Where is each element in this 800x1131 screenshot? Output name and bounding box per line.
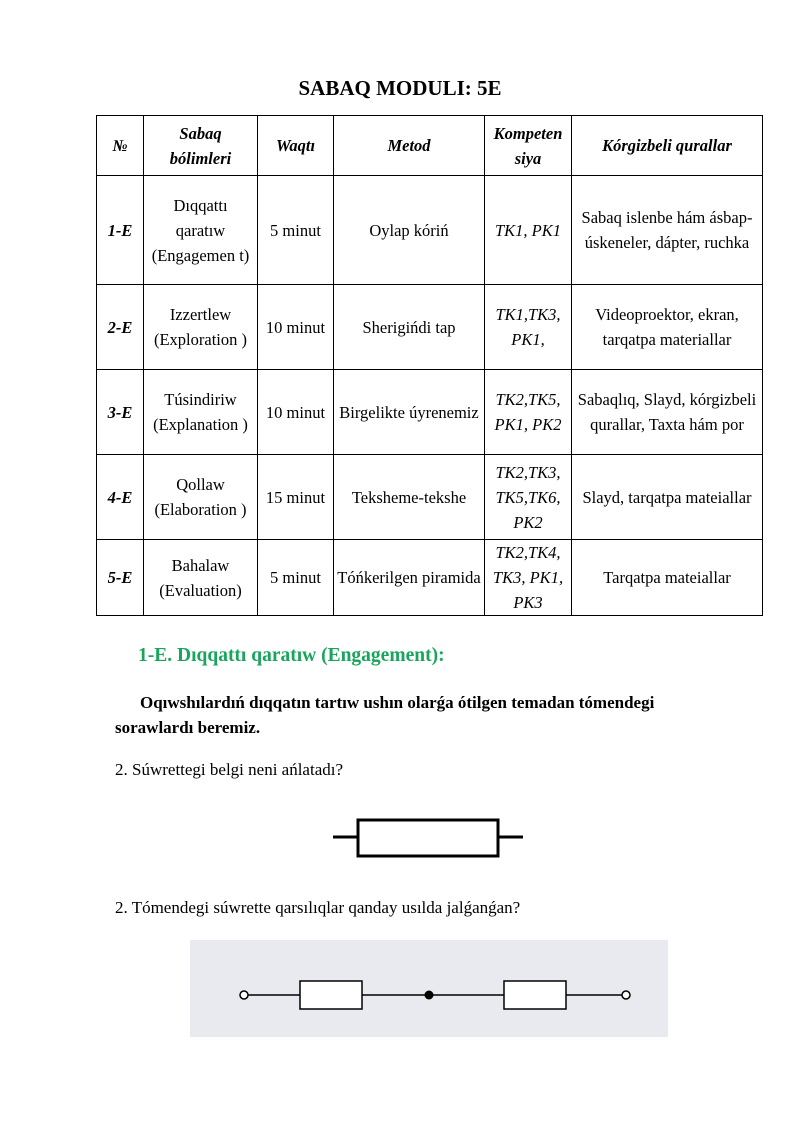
tools-cell: Slayd, tarqatpa mateiallar	[572, 455, 763, 540]
table-row	[97, 540, 763, 616]
lesson-part-cell: Dıqqattı qaratıw (Engagemen t)	[144, 176, 258, 285]
method-cell: Teksheme-tekshe	[334, 455, 485, 540]
question-2: 2. Tómendegi súwrette qarsılıqlar qanday usılda jalǵanǵan?	[115, 898, 521, 917]
competence-cell: TK1, PK1	[485, 176, 572, 285]
stage-cell: 3-E	[97, 370, 144, 455]
method-cell: Oylap kóriń	[334, 176, 485, 285]
resistor-2	[504, 981, 566, 1009]
header-visual-aids: Kórgizbeli qurallar	[572, 116, 763, 176]
time-cell: 10 minut	[258, 370, 334, 455]
stage-cell: 4-E	[97, 455, 144, 540]
method-cell: Sherigińdi tap	[334, 285, 485, 370]
table-row	[97, 370, 763, 455]
competence-cell: TK2,TK5, PK1, PK2	[485, 370, 572, 455]
stage-cell: 2-E	[97, 285, 144, 370]
resistor-1	[300, 981, 362, 1009]
header-number: №	[97, 116, 144, 176]
header-time: Waqtı	[258, 116, 334, 176]
table-row	[97, 176, 763, 285]
stage-cell: 5-E	[97, 540, 144, 616]
series-circuit-diagram	[190, 940, 668, 1037]
method-cell: Birgelikte úyrenemiz	[334, 370, 485, 455]
table-row	[97, 285, 763, 370]
tools-cell: Tarqatpa mateiallar	[572, 540, 763, 616]
tools-cell: Videoproektor, ekran, tarqatpa materiallar	[572, 285, 763, 370]
tools-cell: Sabaqlıq, Slayd, kórgizbeli qurallar, Taxta hám por	[572, 370, 763, 455]
lesson-part-cell: Bahalaw (Evaluation)	[144, 540, 258, 616]
terminal-right	[622, 991, 630, 999]
header-method: Metod	[334, 116, 485, 176]
lesson-part-cell: Túsindiriw (Explanation )	[144, 370, 258, 455]
time-cell: 10 minut	[258, 285, 334, 370]
section-heading: 1-E. Dıqqattı qaratıw (Engagement):	[138, 645, 445, 666]
table-row	[97, 455, 763, 540]
competence-cell: TK2,TK3, TK5,TK6, PK2	[485, 455, 572, 540]
resistor-icon	[330, 812, 526, 862]
page-title: SABAQ MODULI: 5E	[298, 76, 502, 100]
table-header-row	[97, 116, 763, 176]
method-cell: Tóńkerilgen piramida	[334, 540, 485, 616]
lesson-part-cell: Izzertlew (Exploration )	[144, 285, 258, 370]
competence-cell: TK1,TK3, PK1,	[485, 285, 572, 370]
junction-node	[425, 991, 434, 1000]
time-cell: 5 minut	[258, 540, 334, 616]
question-1: 2. Súwrettegi belgi neni ańlatadı?	[115, 760, 344, 779]
time-cell: 15 minut	[258, 455, 334, 540]
circuit-drawing	[190, 940, 668, 1037]
time-cell: 5 minut	[258, 176, 334, 285]
header-lesson-parts: Sabaq bólimleri	[144, 116, 258, 176]
competence-cell: TK2,TK4, TK3, PK1, PK3	[485, 540, 572, 616]
stage-cell: 1-E	[97, 176, 144, 285]
tools-cell: Sabaq islenbe hám ásbap-úskeneler, dápter, ruchka	[572, 176, 763, 285]
terminal-left	[240, 991, 248, 999]
lesson-part-cell: Qollaw (Elaboration )	[144, 455, 258, 540]
header-competence: Kompeten siya	[485, 116, 572, 176]
lesson-table	[96, 115, 763, 616]
intro-paragraph: Oqıwshılardıń dıqqatın tartıw ushın olarǵa ótilgen temadan tómendegi sorawlardı beremiz.	[115, 693, 655, 737]
